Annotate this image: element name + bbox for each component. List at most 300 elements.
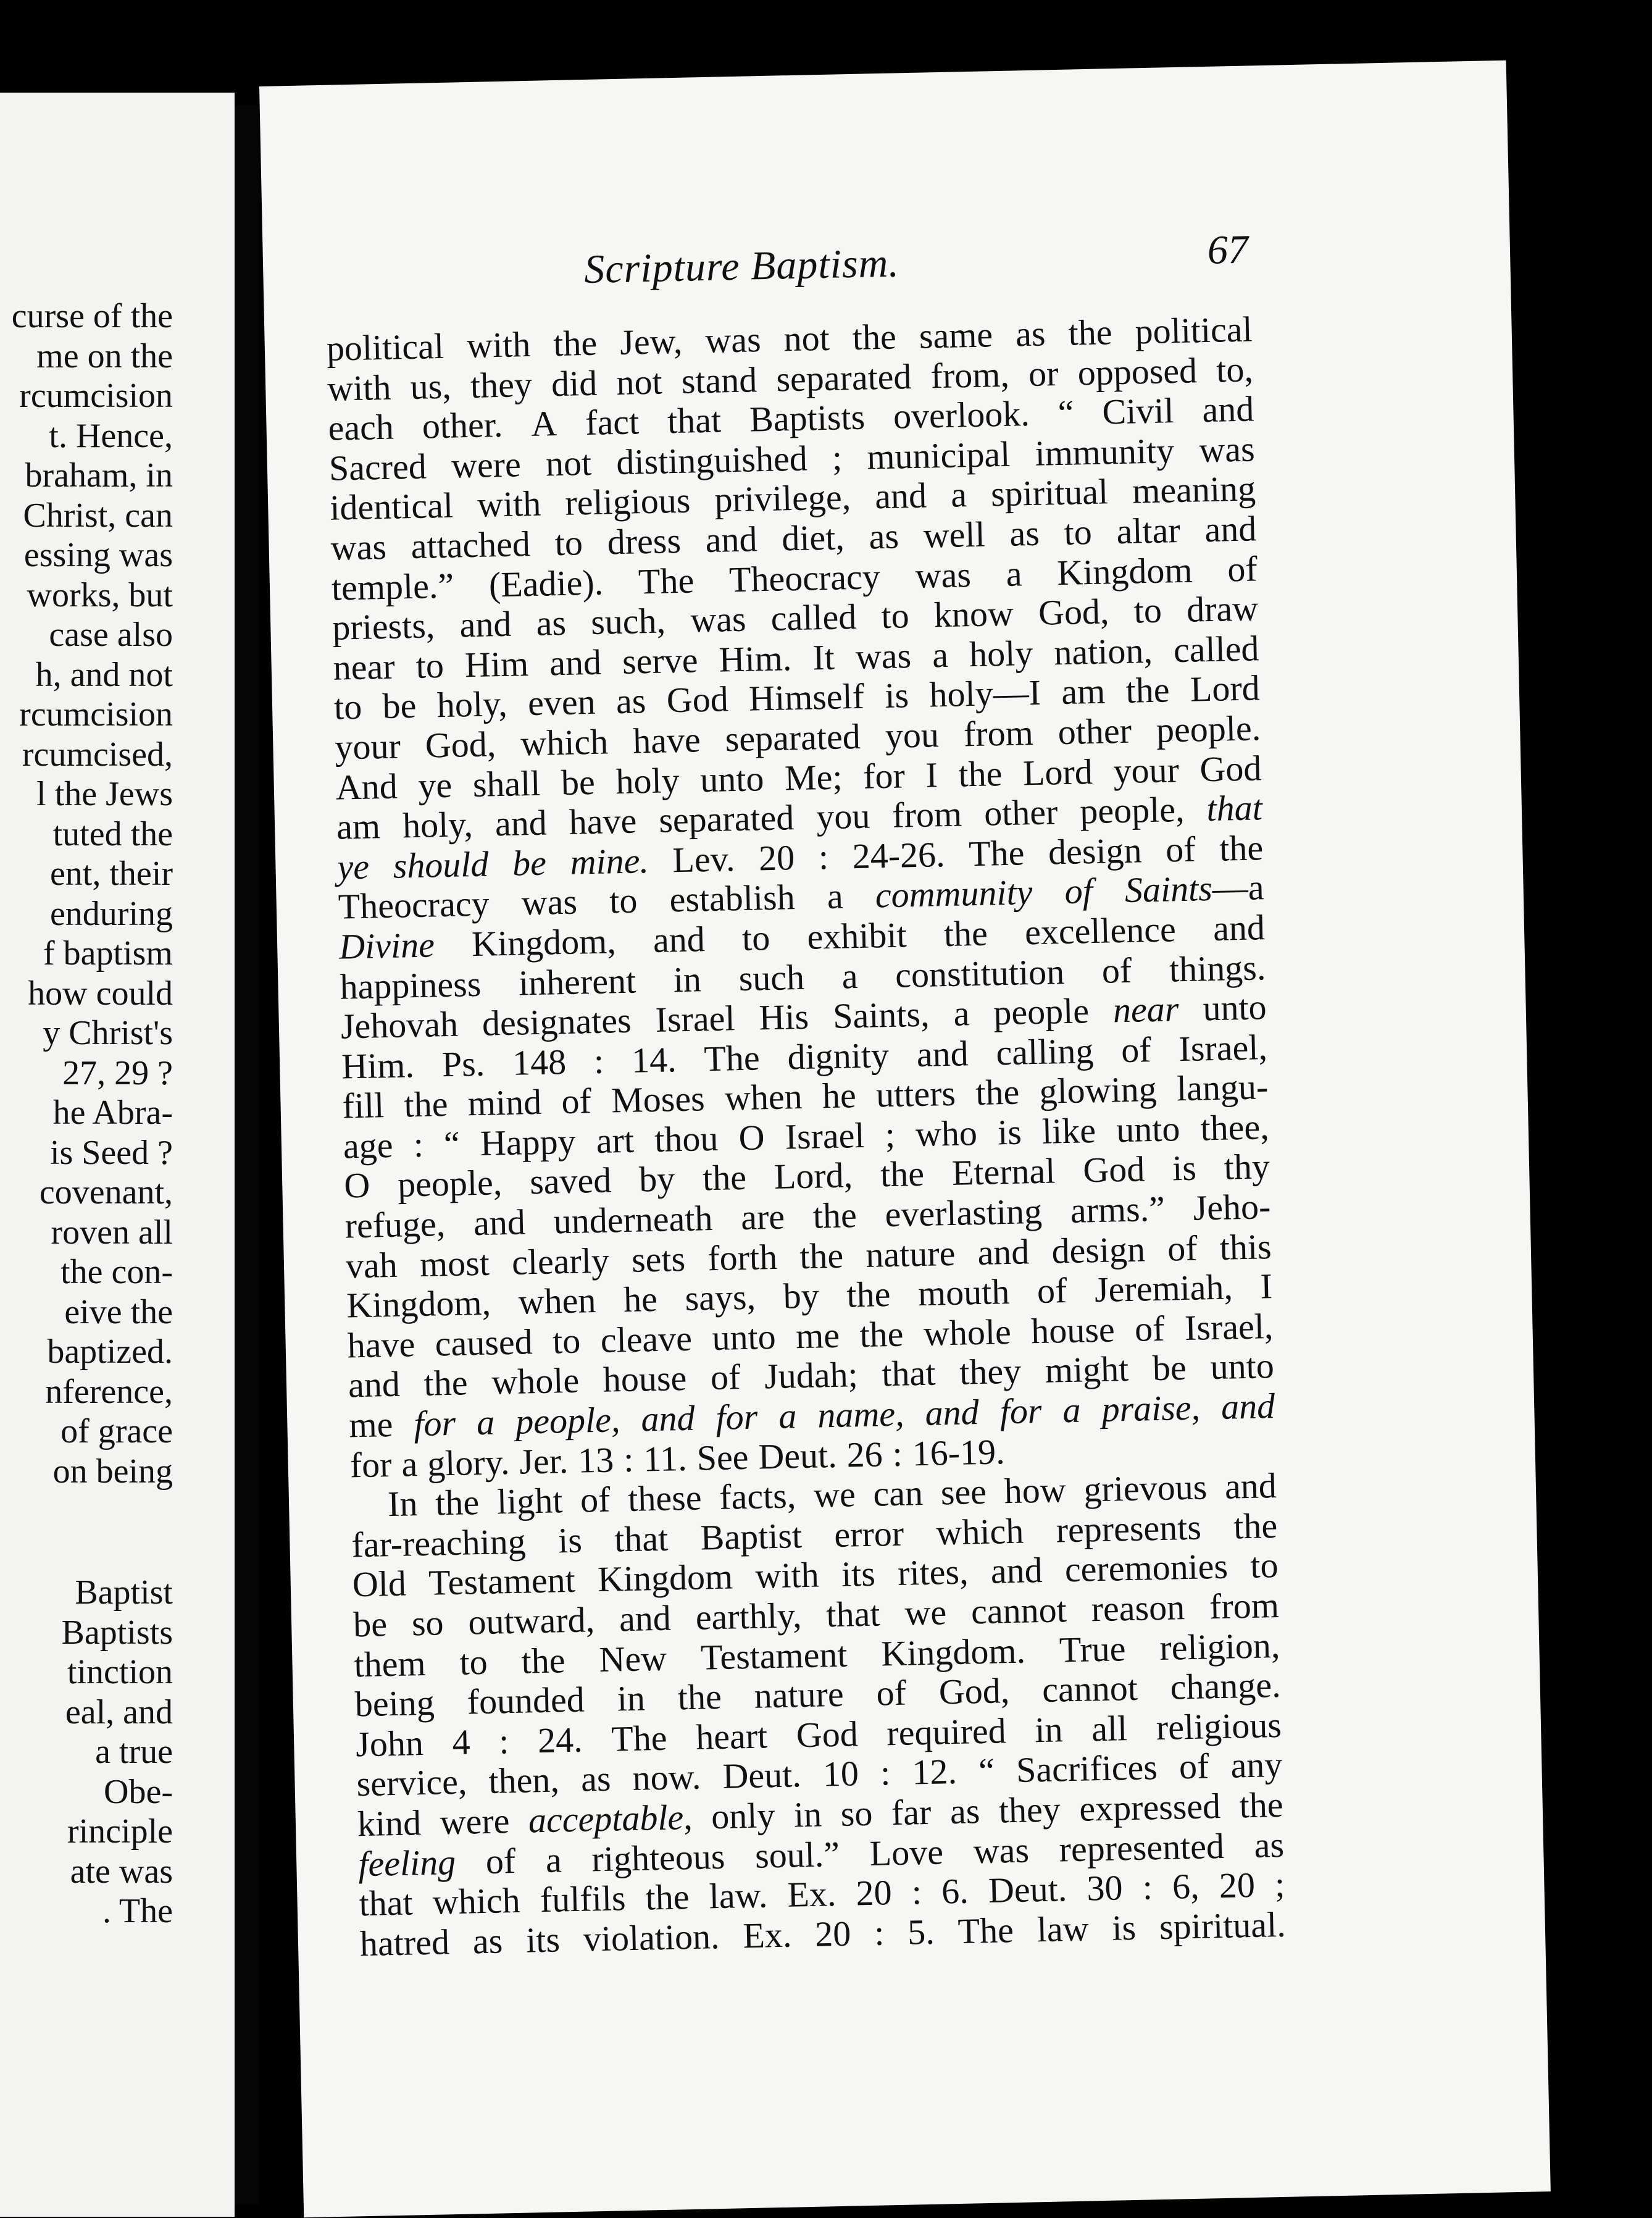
word: says, — [684, 1276, 756, 1319]
word: is — [997, 1111, 1022, 1153]
word: Theocracy — [728, 556, 881, 600]
word: O — [343, 1165, 370, 1206]
word: separated — [725, 716, 861, 760]
word: God, — [425, 724, 496, 766]
word: the — [435, 1482, 480, 1523]
word: The — [957, 1909, 1014, 1951]
word: 12. — [911, 1751, 957, 1793]
word: cleave — [600, 1318, 693, 1360]
word: O — [738, 1117, 766, 1158]
word: unto — [711, 1316, 777, 1358]
word: shall — [472, 763, 541, 805]
left-page-text — [12, 296, 173, 1931]
word: the — [1067, 312, 1113, 353]
word: Old — [352, 1563, 407, 1605]
word: dignity — [786, 1034, 890, 1078]
left-page-line — [12, 1491, 173, 1573]
right-page — [259, 61, 1551, 2218]
running-head: Scripture Baptism. — [583, 240, 900, 293]
word: thy — [1224, 1146, 1270, 1188]
word: diet, — [781, 517, 845, 559]
word: vah — [345, 1244, 398, 1286]
word: as — [472, 1920, 503, 1962]
word: God, — [938, 1670, 1010, 1712]
word: by — [783, 1275, 820, 1316]
word: how — [1004, 1470, 1067, 1512]
left-page-line: covenant, — [39, 1173, 173, 1212]
word: a — [1006, 553, 1023, 594]
left-page-line: is Seed ? — [49, 1133, 173, 1172]
word: called — [1173, 628, 1260, 670]
word: earthly, — [695, 1595, 803, 1638]
word: a — [841, 955, 859, 997]
word: a — [1062, 1389, 1082, 1431]
word: I — [1259, 1266, 1273, 1307]
word: 5. — [907, 1911, 935, 1952]
word: name, — [817, 1393, 905, 1436]
word: might — [1045, 1349, 1129, 1391]
word: the — [403, 1084, 449, 1125]
word: and — [549, 642, 602, 684]
word: when — [518, 1280, 596, 1322]
word: altar — [1116, 509, 1181, 552]
word: all — [1091, 1707, 1128, 1749]
word: political — [1134, 309, 1253, 352]
word: thou — [654, 1118, 719, 1160]
word: holy — [615, 760, 680, 801]
word: Israel, — [1178, 1026, 1268, 1069]
word: The — [703, 1037, 761, 1079]
word: ceremonies — [1064, 1546, 1229, 1590]
word: was — [521, 881, 578, 923]
word: these — [627, 1477, 703, 1520]
word: house — [1030, 1309, 1116, 1352]
word: glowing — [1038, 1069, 1158, 1112]
word: represented — [1058, 1825, 1225, 1870]
word: required — [886, 1710, 1007, 1754]
word: 11. — [643, 1438, 688, 1479]
word: acceptable, — [528, 1796, 693, 1841]
word: ye — [336, 846, 370, 887]
word: : — [593, 1040, 604, 1081]
word: to — [1249, 1545, 1279, 1586]
word: 4 — [451, 1722, 471, 1762]
word: See — [696, 1436, 749, 1478]
word: that — [667, 400, 722, 442]
word: other — [1058, 710, 1132, 753]
word: me — [348, 1404, 393, 1446]
word: God — [1199, 747, 1262, 789]
word: like — [1041, 1110, 1096, 1152]
word: meaning — [1132, 468, 1256, 511]
word: 10 — [822, 1753, 859, 1794]
left-page-line: Baptists — [61, 1613, 173, 1652]
word: that — [1206, 787, 1263, 829]
word: service, — [356, 1761, 467, 1804]
word: utters — [875, 1073, 956, 1115]
word: Israel — [784, 1115, 866, 1157]
word: he — [822, 1075, 857, 1116]
word: as — [1009, 513, 1040, 554]
word: holy — [969, 632, 1033, 674]
word: be — [353, 1604, 388, 1645]
word: of — [710, 1357, 741, 1398]
word: us, — [409, 366, 452, 407]
word: the — [880, 1153, 925, 1195]
word: was — [704, 319, 762, 361]
word: establish — [669, 877, 796, 920]
left-page-line: essing was — [23, 536, 173, 574]
word: : — [911, 1872, 922, 1912]
word: a — [950, 474, 967, 516]
word: “ — [443, 1123, 461, 1164]
word: underneath — [553, 1198, 714, 1242]
word: mine. — [569, 840, 649, 882]
word: and — [1212, 907, 1266, 948]
word: as — [535, 602, 567, 643]
left-page-line: tuted the — [52, 814, 173, 853]
word: feeling — [357, 1841, 456, 1884]
word: Lord, — [774, 1155, 853, 1197]
word: 20 — [1219, 1865, 1256, 1906]
word: law — [1037, 1908, 1090, 1950]
word: community — [875, 872, 1033, 916]
word: such — [738, 956, 805, 998]
word: people — [993, 990, 1090, 1033]
word: is — [1111, 1907, 1137, 1948]
word: Divine — [338, 924, 435, 967]
word: heart — [695, 1715, 768, 1757]
left-page-line: rinciple — [67, 1812, 173, 1851]
word: Testament — [428, 1560, 576, 1604]
word: people, — [397, 1162, 503, 1205]
left-page-line: h, and not — [35, 655, 173, 694]
word: kind — [357, 1802, 422, 1844]
word: spiritual — [990, 471, 1109, 514]
word: Ex. — [786, 1873, 837, 1915]
word: grievous — [1083, 1467, 1208, 1510]
word: “ — [978, 1751, 995, 1791]
word: other. — [422, 404, 503, 446]
word: which — [432, 1880, 521, 1922]
word: temple.” — [331, 565, 454, 608]
left-page-line: t. Hence, — [49, 416, 173, 455]
word: of — [1064, 871, 1093, 912]
word: have — [632, 719, 701, 761]
word: other — [983, 792, 1058, 834]
word: well — [923, 514, 986, 556]
word: is — [557, 1520, 583, 1561]
word: glory. — [427, 1441, 510, 1484]
word: age — [343, 1124, 394, 1166]
left-page-line: Obe- — [104, 1772, 173, 1811]
word: privilege, — [714, 477, 851, 521]
word: and — [705, 519, 758, 560]
word: such, — [590, 600, 666, 643]
left-page-line: rcumcision — [19, 695, 173, 734]
word: with — [477, 483, 541, 525]
word: this — [1219, 1226, 1272, 1268]
word: Him. — [341, 1044, 415, 1087]
word: refuge, — [344, 1203, 446, 1246]
word: the — [812, 1195, 857, 1236]
word: exhibit — [806, 914, 907, 957]
word: : — [1142, 1867, 1153, 1907]
word: and — [977, 1231, 1030, 1273]
word: the — [975, 1071, 1020, 1113]
word: that — [881, 1352, 937, 1394]
word: Eternal — [951, 1150, 1056, 1194]
word: the — [423, 1362, 469, 1404]
word: he — [623, 1279, 658, 1320]
word: unto — [1202, 987, 1267, 1029]
word: and — [619, 1597, 672, 1639]
left-page-line: rcumcised, — [22, 735, 173, 774]
word: of — [1179, 1746, 1210, 1787]
word: Love — [869, 1831, 944, 1873]
word: design — [1051, 1229, 1146, 1271]
word: Deut. — [988, 1869, 1067, 1911]
word: design — [1048, 830, 1143, 873]
word: spiritual. — [1159, 1904, 1287, 1947]
word: sets — [631, 1238, 686, 1280]
word: Kingdom. — [880, 1630, 1026, 1674]
word: for — [349, 1444, 393, 1486]
word: (Eadie). — [488, 562, 604, 605]
word: law. — [709, 1875, 768, 1917]
word: far — [891, 1791, 932, 1833]
word: that — [358, 1882, 414, 1924]
word: : — [891, 1433, 903, 1474]
word: thee, — [1199, 1106, 1270, 1149]
word: cannot — [970, 1589, 1067, 1632]
word: dress — [607, 520, 682, 563]
word: the — [520, 1639, 566, 1681]
word: a — [778, 1396, 797, 1436]
word: of — [485, 1840, 516, 1881]
word: should — [393, 843, 490, 886]
word: which — [935, 1510, 1024, 1553]
word: and — [916, 1032, 969, 1074]
word: the — [852, 316, 897, 358]
word: : — [498, 1720, 510, 1762]
word: to — [552, 1320, 581, 1362]
word: to — [741, 917, 770, 958]
word: in — [673, 958, 702, 1000]
word: for — [999, 1390, 1043, 1432]
word: Kingdom — [1056, 550, 1193, 593]
word: that — [614, 1518, 669, 1560]
word: Theocracy — [338, 883, 490, 927]
word: to — [459, 1641, 488, 1683]
word: and — [1220, 1386, 1275, 1427]
word: when — [724, 1076, 803, 1118]
word: and — [874, 475, 927, 517]
left-page-line: braham, in — [25, 456, 173, 495]
word: to, — [1216, 348, 1254, 390]
word: are — [740, 1196, 785, 1238]
word: It — [812, 637, 835, 678]
word: cannot — [1041, 1667, 1138, 1710]
word: constitution — [895, 951, 1065, 995]
word: from — [891, 793, 962, 835]
word: then, — [488, 1759, 560, 1802]
word: 30 — [1086, 1867, 1124, 1909]
word: of — [561, 1081, 592, 1122]
word: langu- — [1176, 1066, 1269, 1109]
left-page-line: a true — [95, 1733, 173, 1771]
word: and — [494, 802, 548, 844]
word: only — [711, 1795, 776, 1837]
word: 26 — [846, 1433, 883, 1475]
word: which — [520, 721, 609, 764]
word: for — [862, 755, 906, 797]
left-page-line: curse of the — [11, 297, 173, 335]
word: be — [512, 842, 547, 884]
left-page-line: works, but — [27, 575, 173, 614]
word: of — [1101, 950, 1132, 991]
word: the — [943, 913, 988, 954]
word: to — [333, 687, 362, 728]
word: Sacrifices — [1016, 1747, 1158, 1791]
word: know — [933, 593, 1014, 635]
word: in — [793, 1794, 822, 1835]
left-facing-page — [0, 93, 235, 2217]
left-page-line: tinction — [67, 1653, 173, 1691]
word: a — [545, 1839, 562, 1880]
word: Ex. — [742, 1914, 793, 1956]
word: separated — [775, 356, 912, 400]
word: the — [1238, 1784, 1284, 1826]
word: that — [825, 1593, 881, 1635]
word: the — [1219, 827, 1264, 869]
word: the — [846, 1274, 891, 1315]
word: municipal — [866, 433, 1011, 477]
left-page-line: ent, their — [49, 855, 173, 893]
word: we — [904, 1592, 947, 1633]
word: and — [1201, 388, 1254, 430]
word: nation, — [1053, 630, 1153, 672]
word: to — [880, 595, 910, 637]
word: Me; — [784, 756, 843, 798]
word: so — [411, 1602, 444, 1644]
word: Lord — [1022, 751, 1093, 793]
word: Him. — [718, 637, 792, 680]
word: religious — [564, 480, 691, 524]
word: your — [334, 726, 401, 768]
word: be — [382, 685, 417, 727]
word: to — [554, 522, 583, 564]
word: and — [640, 1397, 696, 1439]
word: God, — [1038, 591, 1110, 633]
word: the — [859, 1313, 904, 1355]
word: Happy — [480, 1121, 577, 1163]
word: in — [1034, 1709, 1064, 1751]
word: house — [603, 1358, 687, 1400]
word: by — [638, 1158, 675, 1200]
word: the — [645, 1877, 690, 1918]
word: is — [1172, 1148, 1197, 1189]
word: Israel — [654, 998, 736, 1040]
word: as — [1015, 313, 1046, 354]
word: and — [473, 1202, 526, 1244]
word: 14. — [631, 1039, 677, 1081]
word: me — [795, 1315, 840, 1357]
word: being — [354, 1682, 435, 1725]
word: Deut. — [722, 1754, 802, 1797]
word: 20 — [855, 1872, 893, 1914]
word: Moses — [611, 1078, 706, 1121]
left-page-line: eive the — [64, 1292, 173, 1331]
word: the — [1125, 669, 1170, 711]
word: Jehovah — [340, 1003, 459, 1047]
word: in — [617, 1678, 646, 1719]
word: Baptist — [699, 1515, 803, 1558]
word: far-reaching — [351, 1521, 527, 1565]
word: to — [1133, 590, 1162, 631]
word: Lev. — [672, 838, 736, 880]
word: and — [1224, 1465, 1277, 1507]
word: ; — [832, 437, 843, 478]
word: and — [1204, 508, 1257, 550]
word: Civil — [1101, 390, 1175, 432]
left-page-line: the con- — [60, 1253, 173, 1291]
word: a — [476, 1402, 495, 1443]
word: was — [914, 554, 972, 596]
word: did — [551, 362, 598, 404]
word: a — [401, 1443, 418, 1484]
word: distinguished — [615, 438, 808, 482]
word: most — [419, 1242, 490, 1284]
word: was — [972, 1830, 1030, 1871]
word: people, — [1079, 789, 1185, 832]
left-page-line: ate was — [70, 1852, 173, 1891]
left-page-line: of grace — [60, 1412, 173, 1450]
word: religious — [1156, 1704, 1282, 1747]
word: of — [1134, 1308, 1166, 1349]
word: God — [666, 679, 729, 721]
word: as — [615, 680, 647, 722]
word: things. — [1169, 947, 1266, 989]
word: near — [333, 646, 396, 688]
word: am — [1061, 671, 1106, 713]
word: change. — [1170, 1665, 1282, 1707]
word: The — [638, 559, 695, 601]
left-page-line: baptized. — [47, 1333, 173, 1371]
word: A — [530, 403, 557, 445]
word: His — [758, 996, 809, 1038]
word: or — [1028, 353, 1059, 394]
word: as — [949, 1791, 980, 1832]
left-page-line: f baptism — [43, 934, 173, 973]
left-page-line: Baptist — [75, 1573, 173, 1612]
word: 24-26. — [851, 834, 946, 876]
word: as — [1253, 1824, 1285, 1865]
word: Himself — [748, 676, 865, 719]
left-page-line: on being — [52, 1452, 173, 1491]
word: be — [561, 761, 596, 803]
word: Israel, — [1184, 1305, 1274, 1348]
word: for — [715, 1396, 758, 1438]
word: Ps. — [441, 1043, 485, 1084]
word: priests, — [332, 605, 435, 648]
word: Jew, — [619, 320, 683, 362]
word: holy, — [436, 684, 508, 726]
word: each — [327, 406, 394, 448]
word: clearly — [511, 1240, 610, 1283]
word: to — [415, 645, 444, 686]
word: the — [1233, 1505, 1278, 1547]
